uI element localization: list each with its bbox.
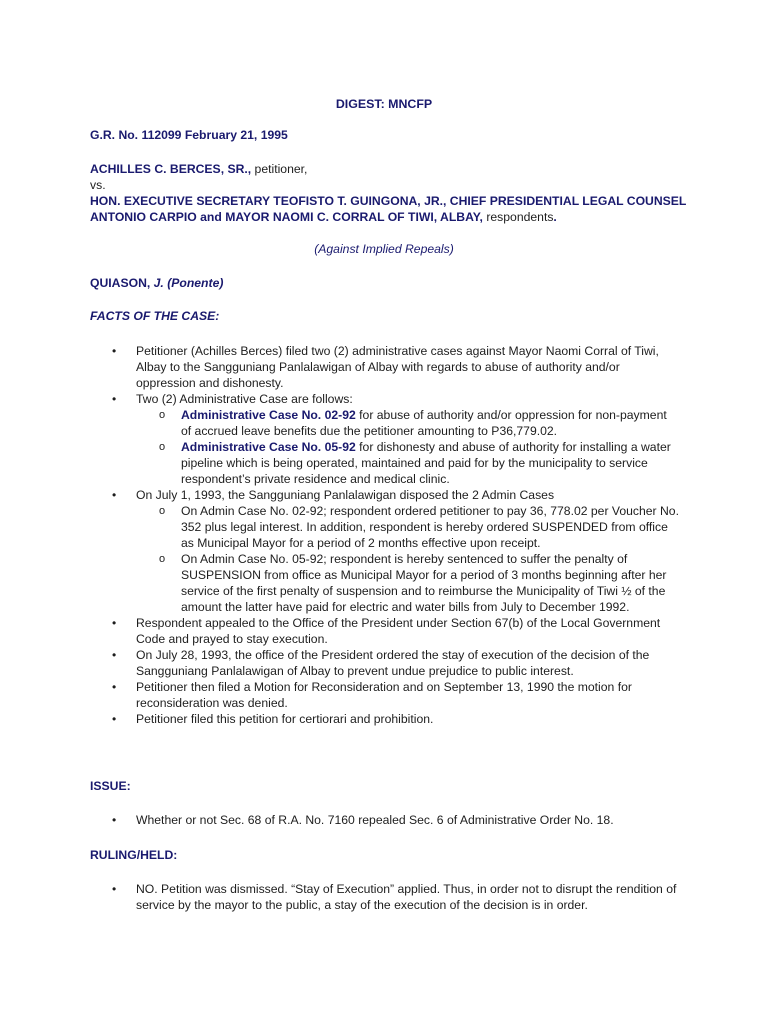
case2-label: Administrative Case No. 05-92 [181, 440, 356, 454]
list-item: • Respondent appealed to the Office of the President under Section 67(b) of the Local Government Code and prayed to stay execution. [90, 615, 680, 647]
respondents-line [90, 193, 710, 225]
list-item: • NO. Petition was dismissed. “Stay of Execution” applied. Thus, in order not to disrupt the rendition of service by the mayor to the public, a stay of the execution of the decision is in order. [90, 881, 680, 913]
ponente-name: QUIASON, [90, 276, 154, 290]
list-item: • Whether or not Sec. 68 of R.A. No. 7160 repealed Sec. 6 of Administrative Order No. 18. [90, 812, 680, 828]
doctrine-label: (Against Implied Repeals) [314, 242, 454, 256]
facts-heading: FACTS OF THE CASE: [90, 309, 220, 323]
versus: vs. [90, 178, 106, 192]
list-item: • On July 1, 1993, the Sangguniang Panlalawigan disposed the 2 Admin Cases [90, 487, 680, 503]
issue-heading: ISSUE: [90, 779, 131, 793]
respondents-names: HON. EXECUTIVE SECRETARY TEOFISTO T. GUINGONA, JR., CHIEF PRESIDENTIAL LEGAL COUNSEL ANTONIO CARPIO and MAYOR NAOMI C. CORRAL OF TIWI, ALBAY, [90, 194, 687, 224]
list-item [90, 439, 680, 487]
list-item: • Petitioner then filed a Motion for Reconsideration and on September 13, 1990 the motion for reconsideration was denied. [90, 679, 680, 711]
ruling-heading: RULING/HELD: [90, 848, 178, 862]
case1-text: for abuse of authority and/or oppression for non-payment of accrued leave benefits due the petitioner amounting to P36,779.02. [181, 408, 667, 438]
list-item: o On Admin Case No. 05-92; respondent is hereby sentenced to suffer the penalty of SUSPENSION from office as Municipal Mayor for a period of 3 months beginning after her service of the first penalty of suspension and to reimburse the Municipality of Tiwi ½ of the amount the latter have paid for electric and water bills from July to December 1992. [90, 551, 680, 615]
list-item [90, 407, 680, 439]
list-item: • Petitioner (Achilles Berces) filed two (2) administrative cases against Mayor Naomi Corral of Tiwi, Albay to the Sangguniang Panlalawigan of Albay with regards to abuse of authority and/or oppression and dishonesty. [90, 343, 680, 391]
case-number: G.R. No. 112099 February 21, 1995 [90, 128, 288, 142]
case1-label: Administrative Case No. 02-92 [181, 408, 356, 422]
case-parties [90, 161, 710, 225]
respondents-role: respondents [482, 210, 554, 224]
petitioner-role: petitioner, [251, 162, 308, 176]
petitioner-name: ACHILLES C. BERCES, SR., [90, 162, 252, 176]
list-item: o On Admin Case No. 02-92; respondent ordered petitioner to pay 36, 778.02 per Voucher No. 352 plus legal interest. In addition, respondent is hereby ordered SUSPENDED from office as Municipal Mayor for a period of 2 months effective upon receipt. [90, 503, 680, 551]
ruling-list [90, 881, 680, 913]
respondents-period: . [553, 210, 557, 224]
list-item: • On July 28, 1993, the office of the President ordered the stay of execution of the decision of the Sangguniang Panlalawigan of Albay to prevent undue prejudice to public interest. [90, 647, 680, 679]
petitioner-line [90, 161, 710, 177]
list-item: • Petitioner filed this petition for certiorari and prohibition. [90, 711, 680, 727]
issue-list [90, 812, 680, 828]
list-item: • Two (2) Administrative Case are follows: [90, 391, 680, 407]
case2-text: for dishonesty and abuse of authority for installing a water pipeline which is being operated, maintained and paid for by the municipality to service respondent’s private residence and medical clinic. [181, 440, 671, 486]
document-title: DIGEST: MNCFP [335, 97, 433, 111]
facts-list [90, 343, 680, 727]
ponente-title: J. (Ponente) [153, 276, 224, 290]
ponente [90, 275, 700, 291]
